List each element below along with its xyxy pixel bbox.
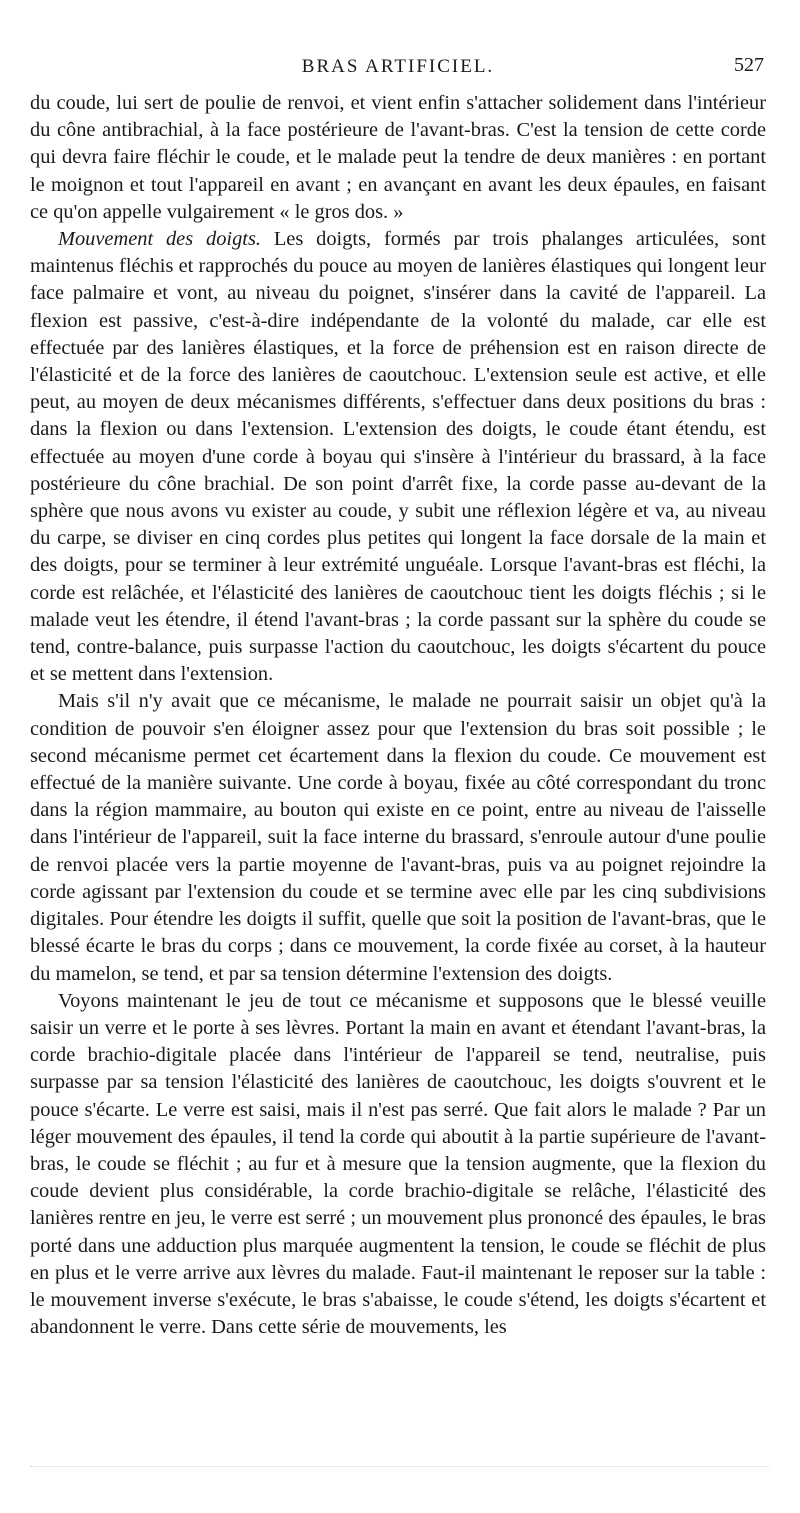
body-text: [30, 90, 766, 1341]
paragraph-continuation: [30, 90, 766, 226]
book-page: [30, 50, 766, 1341]
paragraph-mechanism-play: [30, 988, 766, 1342]
running-title: BRAS ARTIFICIEL.: [301, 56, 495, 77]
paragraph-text: du coude, lui sert de poulie de renvoi, et vient enfin s'attacher solidement dans l'intérieur du cône antibrachial, à la face postérieure de l'avant-bras. C'est la tension de cette corde qui devra faire fléchir le coude, et le malade peut la tendre de deux manières : en portant le moignon et tout l'appareil en avant ; en avançant en avant les deux épaules, en faisant ce qu'on appelle vulgairement « le gros dos. »: [30, 92, 766, 223]
section-heading: Mouvement des doigts.: [58, 228, 261, 251]
page-number: 527: [734, 54, 764, 76]
paragraph-text: Les doigts, formés par trois phalanges articulées, sont maintenus fléchis et rapprochés du pouce au moyen de lanières élastiques qui longent leur face palmaire et vont, au niveau du poignet, s'insérer dans la cavité de l'appareil. La flexion est passive, c'est-à-dire indépendante de la volonté du malade, car elle est effectuée par des lanières élastiques, et la force de préhension est en raison directe de l'élasticité et de la force des lanières de caoutchouc. L'extension seule est active, et elle peut, au moyen de deux mécanismes différents, s'effectuer dans deux positions du bras : dans la flexion ou dans l'extension. L'extension des doigts, le coude étant étendu, est effectuée au moyen d'une corde à boyau qui s'insère à l'intérieur du brassard, à la face postérieure du cône brachial. De son point d'arrêt fixe, la corde passe au-devant de la sphère que nous avons vu exister au coude, y subit une réflexion légère et va, au niveau du carpe, se diviser en cinq cordes plus petites qui longent la face dorsale de la main et des doigts, pour se terminer à leur extrémité unguéale. Lorsque l'avant-bras est fléchi, la corde est relâchée, et l'élasticité des lanières de caoutchouc tient les doigts fléchis ; si le malade veut les étendre, il étend l'avant-bras ; la corde passant sur la sphère du coude se tend, contre-balance, puis surpasse l'action du caoutchouc, les doigts s'écartent du pouce et se mettent dans l'extension.: [30, 228, 766, 686]
scan-footer-margin: [30, 1466, 770, 1473]
paragraph-second-mechanism: [30, 688, 766, 987]
paragraph-text: Voyons maintenant le jeu de tout ce mécanisme et supposons que le blessé veuille saisir un verre et le porte à ses lèvres. Portant la main en avant et étendant l'avant-bras, la corde brachio-digitale placée dans l'intérieur de l'appareil se tend, neutralise, puis surpasse par sa tension l'élasticité des lanières de caoutchouc, les doigts s'ouvrent et le pouce s'écarte. Le verre est saisi, mais il n'est pas serré. Que fait alors le malade ? Par un léger mouvement des épaules, il tend la corde qui aboutit à la partie supérieure de l'avant-bras, le coude se fléchit ; au fur et à mesure que la tension augmente, que la flexion du coude devient plus considérable, la corde brachio-digitale se relâche, l'élasticité des lanières rentre en jeu, le verre est serré ; un mouvement plus prononcé des épaules, le bras porté dans une adduction plus marquée augmentent la tension, le coude se fléchit de plus en plus et le verre arrive aux lèvres du malade. Faut-il maintenant le reposer sur la table : le mouvement inverse s'exécute, le bras s'abaisse, le coude s'étend, les doigts s'écartent et abandonnent le verre. Dans cette série de mouvements, les: [30, 989, 766, 1339]
paragraph-finger-movement: [30, 226, 766, 688]
paragraph-text: Mais s'il n'y avait que ce mécanisme, le malade ne pourrait saisir un objet qu'à la condition de pouvoir s'en éloigner assez pour que l'extension du bras soit possible ; le second mécanisme permet cet écartement dans la flexion du coude. Ce mouvement est effectué de la manière suivante. Une corde à boyau, fixée au côté correspondant du tronc dans la région mammaire, au bouton qui existe en ce point, entre au niveau de l'aisselle dans l'intérieur de l'appareil, suit la face interne du brassard, s'enroule autour d'une poulie de renvoi placée vers la partie moyenne de l'avant-bras, puis va au poignet rejoindre la corde agissant par l'extension du coude et se termine avec elle par les cinq subdivisions digitales. Pour étendre les doigts il suffit, quelle que soit la position de l'avant-bras, que le blessé écarte le bras du corps ; dans ce mouvement, la corde fixée au corset, à la hauteur du mamelon, se tend, et par sa tension détermine l'extension des doigts.: [30, 690, 766, 985]
running-head: [30, 50, 766, 90]
